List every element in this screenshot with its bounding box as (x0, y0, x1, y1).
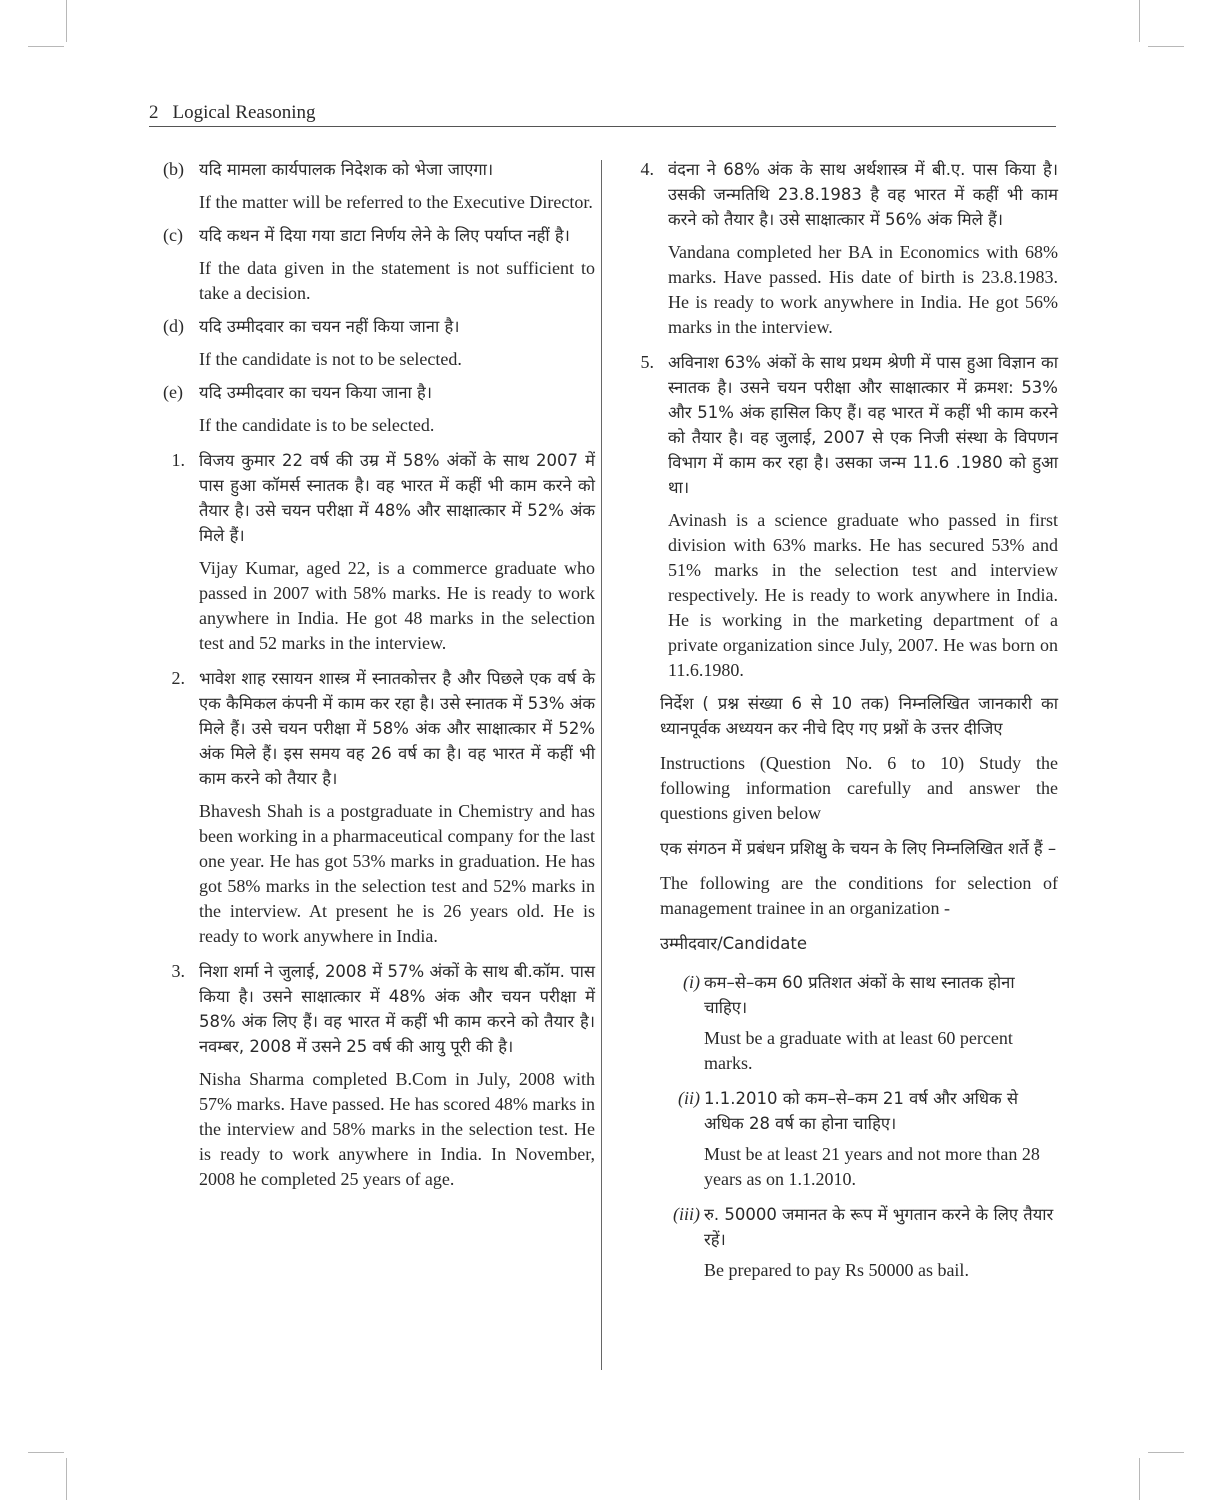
option-english: If the matter will be referred to the Executive Director. (199, 192, 593, 212)
crop-mark (28, 1452, 64, 1453)
option-english: If the candidate is not to be selected. (199, 349, 462, 369)
condition-hindi: रु. 50000 जमानत के रूप में भुगतान करने के लिए तैयार रहें। (704, 1205, 1054, 1249)
question-english: Vijay Kumar, aged 22, is a commerce graduate who passed in 2007 with 58% marks. He is ready to work anywhere in India. He got 48 marks in the selection test and 52 marks in the interview. (199, 558, 595, 653)
condition-english: Must be a graduate with at least 60 percent marks. (704, 1028, 1013, 1073)
question-hindi: भावेश शाह रसायन शास्त्र में स्नातकोत्तर है और पिछले एक वर्ष के एक कैमिकल कंपनी में काम कर रहा है। उसे स्नातक में 53% अंक मिले हैं। उसे चयन परीक्षा में 58% अंक और साक्षात्कार में 52% अंक मिले हैं। इस समय वह 26 वर्ष का है। वह भारत में कहीं भी काम करने को तैयार है। (199, 669, 595, 788)
question-hindi: विजय कुमार 22 वर्ष की उम्र में 58% अंकों के साथ 2007 में पास हुआ कॉमर्स स्नातक है। वह भारत में कहीं भी काम करने को तैयार है। उसे चयन परीक्षा में 48% और साक्षात्कार में 52% अंक मिले हैं। (199, 451, 595, 545)
column-divider (601, 160, 602, 1370)
condition-ii (632, 1086, 1058, 1192)
option-hindi: यदि उम्मीदवार का चयन किया जाना है। (199, 383, 433, 402)
running-head (149, 100, 1056, 127)
question-hindi: निशा शर्मा ने जुलाई, 2008 में 57% अंकों के साथ बी.कॉम. पास किया है। उसने साक्षात्कार में 48% अंक और चयन परीक्षा में 58% अंक लिए हैं। वह भारत में कहीं भी काम करने को तैयार है। नवम्बर, 2008 में उसने 25 वर्ष की आयु पूरी की है। (199, 962, 595, 1056)
page-number: 2 (149, 102, 159, 123)
question-number: 4. (640, 159, 654, 179)
question-english: Avinash is a science graduate who passed in first division with 63% marks. He has secured 53% and 51% marks in the selection test and interview respectively. He is ready to work anywhere in India. He is working in the marketing department of a private organization since July, 2007. He was born on 11.6.1980. (668, 510, 1058, 680)
option-english: If the data given in the statement is not sufficient to take a decision. (199, 258, 595, 303)
crop-mark (1139, 0, 1140, 42)
option-label: (b) (163, 159, 184, 179)
question-3 (163, 959, 595, 1192)
condition-hindi: कम–से–कम 60 प्रतिशत अंकों के साथ स्नातक होना चाहिए। (704, 973, 1015, 1017)
conditions-intro-english: The following are the conditions for selection of management trainee in an organization - (660, 873, 1058, 918)
question-number: 2. (171, 668, 185, 688)
question-4 (632, 157, 1058, 340)
condition-english: Must be at least 21 years and not more than 28 years as on 1.1.2010. (704, 1144, 1040, 1189)
option-hindi: यदि मामला कार्यपालक निदेशक को भेजा जाएगा। (199, 160, 494, 179)
condition-label: (i) (683, 972, 700, 992)
option-hindi: यदि कथन में दिया गया डाटा निर्णय लेने के लिए पर्याप्त नहीं है। (199, 226, 570, 245)
question-number: 1. (171, 450, 185, 470)
instructions-english: Instructions (Question No. 6 to 10) Study the following information carefully and answer the questions given below (660, 753, 1058, 823)
crop-mark (1148, 1452, 1184, 1453)
instructions-hindi: निर्देश ( प्रश्न संख्या 6 से 10 तक) निम्नलिखित जानकारी का ध्यानपूर्वक अध्ययन कर नीचे दिए गए प्रश्नों के उत्तर दीजिए (660, 694, 1058, 738)
question-hindi: अविनाश 63% अंकों के साथ प्रथम श्रेणी में पास हुआ विज्ञान का स्नातक है। उसने चयन परीक्षा और साक्षात्कार में क्रमश: 53% और 51% अंक हासिल किए हैं। वह भारत में कहीं भी काम करने को तैयार है। वह जुलाई, 2007 से एक निजी संस्था के विपणन विभाग में काम कर रहा है। उसका जन्म 11.6 .1980 को हुआ था। (668, 353, 1058, 497)
option-english: If the candidate is to be selected. (199, 415, 435, 435)
option-d (163, 314, 595, 372)
left-column (163, 157, 595, 1192)
condition-hindi: 1.1.2010 को कम–से–कम 21 वर्ष और अधिक से अधिक 28 वर्ष का होना चाहिए। (704, 1089, 1019, 1133)
question-number: 3. (171, 961, 185, 981)
condition-iii (632, 1202, 1058, 1283)
crop-mark (1148, 46, 1184, 47)
crop-mark (66, 0, 67, 42)
condition-i (632, 970, 1058, 1076)
instructions-block (632, 691, 1058, 956)
question-hindi: वंदना ने 68% अंक के साथ अर्थशास्त्र में बी.ए. पास किया है। उसकी जन्मतिथि 23.8.1983 है वह भारत में कहीं भी काम करने को तैयार है। उसे साक्षात्कार में 56% अंक मिले हैं। (668, 160, 1058, 229)
question-english: Nisha Sharma completed B.Com in July, 2008 with 57% marks. Have passed. He has scored 48% marks in the interview and 58% marks in the selection test. He is ready to work anywhere in India. In November, 2008 he completed 25 years of age. (199, 1069, 595, 1189)
question-2 (163, 666, 595, 949)
crop-mark (66, 1458, 67, 1500)
condition-label: (ii) (678, 1088, 700, 1108)
question-1 (163, 448, 595, 656)
crop-mark (1139, 1458, 1140, 1500)
conditions-intro-hindi: एक संगठन में प्रबंधन प्रशिक्षु के चयन के लिए निम्नलिखित शर्ते हैं – (660, 839, 1057, 858)
question-5 (632, 350, 1058, 683)
option-b (163, 157, 595, 215)
option-label: (c) (163, 225, 183, 245)
option-label: (d) (163, 316, 184, 336)
option-e (163, 380, 595, 438)
question-english: Vandana completed her BA in Economics with 68% marks. Have passed. His date of birth is 23.8.1983. He is ready to work anywhere in India. He got 56% marks in the interview. (668, 242, 1058, 337)
crop-mark (28, 46, 64, 47)
option-hindi: यदि उम्मीदवार का चयन नहीं किया जाना है। (199, 317, 460, 336)
question-number: 5. (640, 352, 654, 372)
candidate-heading: उम्मीदवार/Candidate (660, 934, 807, 953)
condition-english: Be prepared to pay Rs 50000 as bail. (704, 1260, 969, 1280)
option-c (163, 223, 595, 306)
condition-label: (iii) (673, 1204, 700, 1224)
right-column (632, 157, 1058, 1283)
question-english: Bhavesh Shah is a postgraduate in Chemistry and has been working in a pharmaceutical company for the last one year. He has got 53% marks in graduation. He has got 58% marks in the selection test and 52% marks in the interview. At present he is 26 years old. He is ready to work anywhere in India. (199, 801, 595, 946)
option-label: (e) (163, 382, 183, 402)
book-title: Logical Reasoning (172, 102, 316, 123)
